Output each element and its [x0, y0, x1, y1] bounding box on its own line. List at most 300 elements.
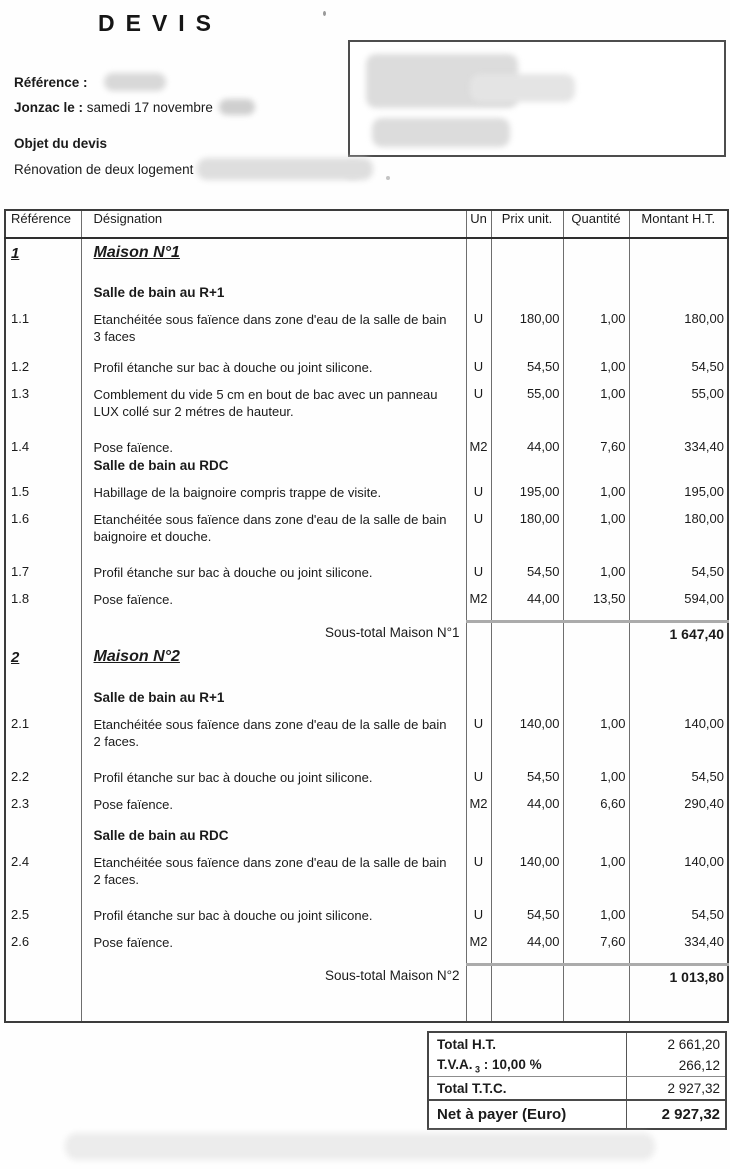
- cell-un: U: [466, 563, 491, 581]
- spacer-row: [5, 750, 728, 768]
- cell-un: U: [466, 853, 491, 888]
- cell-prix: 195,00: [491, 483, 563, 501]
- cell-ref: 1.1: [11, 311, 30, 326]
- cell-ref: [5, 675, 81, 688]
- cell-des: [81, 750, 466, 768]
- totals-row: [429, 1077, 725, 1101]
- cell-prix: [491, 301, 563, 310]
- totals-value: 2 927,32: [626, 1101, 725, 1128]
- spacer-row: [5, 345, 728, 358]
- cell-ref: [5, 688, 81, 706]
- cell-mnt: [629, 270, 728, 283]
- cell-des: [81, 608, 466, 621]
- cell-qte: 1,00: [563, 715, 629, 750]
- cell-des: Profil étanche sur bac à douche ou joint silicone.: [81, 906, 466, 924]
- cell-ref: [5, 301, 81, 310]
- cell-ref: [5, 545, 81, 563]
- cell-ref: [5, 474, 81, 483]
- table-row-1.8: [5, 590, 728, 608]
- cell-des: Pose faïence.: [81, 590, 466, 608]
- subject-label-line: [14, 136, 107, 151]
- subject-label: Objet du devis: [14, 136, 108, 151]
- table-row-2.1: [5, 715, 728, 750]
- cell-un: [466, 924, 491, 933]
- spacer-row: [5, 581, 728, 590]
- cell-qte: [563, 951, 629, 964]
- cell-prix: [491, 786, 563, 795]
- spacer-row: [5, 675, 728, 688]
- cell-prix: [491, 345, 563, 358]
- cell-un: U: [466, 906, 491, 924]
- cell-des: [81, 844, 466, 853]
- table-row-subtotal: [5, 621, 728, 643]
- cell-mnt: 54,50: [629, 563, 728, 581]
- cell-qte: [563, 675, 629, 688]
- cell-mnt: [629, 501, 728, 510]
- cell-mnt: [629, 376, 728, 385]
- spacer-row: [5, 706, 728, 715]
- cell-qte: 1,00: [563, 563, 629, 581]
- cell-mnt: [629, 675, 728, 688]
- totals-row: [429, 1101, 725, 1128]
- cell-des: Profil étanche sur bac à douche ou joint silicone.: [81, 768, 466, 786]
- cell-un: [466, 283, 491, 301]
- subject-value: Rénovation de deux logement: [14, 162, 194, 177]
- table-row-heading: [5, 688, 728, 706]
- table-row-1.5: [5, 483, 728, 501]
- col-header-designation: Désignation: [81, 210, 466, 238]
- cell-ref: [5, 420, 81, 438]
- cell-qte: 6,60: [563, 795, 629, 813]
- cell-mnt: [629, 345, 728, 358]
- cell-mnt: [629, 951, 728, 964]
- cell-qte: [563, 456, 629, 474]
- cell-prix: 180,00: [491, 510, 563, 545]
- totals-row: [429, 1033, 725, 1055]
- cell-qte: 13,50: [563, 590, 629, 608]
- cell-mnt: [629, 238, 728, 270]
- cell-ref: 2: [11, 649, 20, 666]
- cell-un: [466, 345, 491, 358]
- cell-des: Pose faïence.: [81, 795, 466, 813]
- cell-ref: [5, 986, 81, 1022]
- table-row-2.6: [5, 933, 728, 951]
- redacted-recipient-address: [470, 74, 575, 102]
- cell-mnt: [629, 750, 728, 768]
- redacted-year: [219, 99, 255, 115]
- cell-un: [466, 844, 491, 853]
- cell-des: [81, 924, 466, 933]
- cell-prix: 140,00: [491, 715, 563, 750]
- cell-ref: [5, 786, 81, 795]
- cell-ref: [5, 456, 81, 474]
- cell-ref: [5, 813, 81, 826]
- cell-qte: [563, 238, 629, 270]
- cell-prix: 54,50: [491, 768, 563, 786]
- cell-prix: [491, 608, 563, 621]
- cell-qte: [563, 545, 629, 563]
- cell-un: [466, 545, 491, 563]
- spacer-row: [5, 545, 728, 563]
- cell-prix: [491, 813, 563, 826]
- spacer-row: [5, 986, 728, 1022]
- cell-mnt: 195,00: [629, 483, 728, 501]
- cell-des: [81, 951, 466, 964]
- cell-mnt: 290,40: [629, 795, 728, 813]
- spacer-row: [5, 888, 728, 906]
- cell-un: U: [466, 483, 491, 501]
- table-row-2.4: [5, 853, 728, 888]
- cell-qte: [563, 964, 629, 986]
- cell-des: [81, 813, 466, 826]
- cell-ref: 2.3: [11, 796, 30, 811]
- cell-ref: 2.1: [11, 716, 30, 731]
- cell-des: Maison N°1: [81, 238, 466, 270]
- spacer-row: [5, 844, 728, 853]
- reference-line: [14, 73, 166, 91]
- cell-mnt: [629, 474, 728, 483]
- cell-qte: [563, 844, 629, 853]
- cell-ref: 1.6: [11, 511, 30, 526]
- cell-qte: 7,60: [563, 438, 629, 456]
- cell-qte: [563, 345, 629, 358]
- col-header-amount: Montant H.T.: [629, 210, 728, 238]
- cell-ref: [5, 621, 81, 643]
- subject-value-line: [14, 158, 373, 180]
- cell-mnt: [629, 581, 728, 590]
- col-header-unit-price: Prix unit.: [491, 210, 563, 238]
- totals-box: [427, 1031, 727, 1130]
- cell-mnt: [629, 545, 728, 563]
- cell-qte: [563, 283, 629, 301]
- cell-un: [466, 621, 491, 643]
- cell-des: [81, 420, 466, 438]
- cell-des: [81, 301, 466, 310]
- cell-un: [466, 643, 491, 675]
- cell-ref: [5, 345, 81, 358]
- table-row-1.4: [5, 438, 728, 456]
- cell-mnt: [629, 456, 728, 474]
- cell-un: [466, 270, 491, 283]
- redacted-recipient-city: [372, 118, 510, 147]
- cell-un: M2: [466, 933, 491, 951]
- cell-prix: [491, 706, 563, 715]
- table-row-1.1: [5, 310, 728, 345]
- cell-ref: [5, 581, 81, 590]
- cell-mnt: [629, 608, 728, 621]
- table-row-2: [5, 643, 728, 675]
- cell-un: [466, 581, 491, 590]
- cell-prix: [491, 456, 563, 474]
- cell-un: M2: [466, 590, 491, 608]
- cell-qte: [563, 420, 629, 438]
- cell-ref: [5, 951, 81, 964]
- cell-ref: 1.8: [11, 591, 30, 606]
- cell-un: [466, 964, 491, 986]
- cell-prix: 54,50: [491, 906, 563, 924]
- cell-prix: [491, 501, 563, 510]
- cell-des: Pose faïence.: [81, 438, 466, 456]
- cell-qte: 1,00: [563, 385, 629, 420]
- cell-ref: 2.5: [11, 907, 30, 922]
- cell-mnt: [629, 283, 728, 301]
- cell-des: [81, 786, 466, 795]
- totals-label-text: Total T.T.C.: [437, 1080, 507, 1096]
- cell-qte: 1,00: [563, 853, 629, 888]
- cell-mnt: [629, 643, 728, 675]
- cell-mnt: 1 647,40: [629, 621, 728, 643]
- cell-qte: [563, 270, 629, 283]
- table-row-heading: [5, 283, 728, 301]
- cell-qte: [563, 608, 629, 621]
- totals-label: [429, 1057, 626, 1075]
- cell-ref: 1: [11, 245, 20, 262]
- cell-qte: 7,60: [563, 933, 629, 951]
- totals-value: 266,12: [626, 1055, 725, 1076]
- tva-index-subscript: 3: [472, 1064, 481, 1075]
- table-row-2.2: [5, 768, 728, 786]
- cell-qte: [563, 706, 629, 715]
- cell-qte: [563, 750, 629, 768]
- cell-mnt: 54,50: [629, 768, 728, 786]
- cell-ref: [5, 283, 81, 301]
- table-row-1.2: [5, 358, 728, 376]
- cell-un: [466, 750, 491, 768]
- cell-mnt: 55,00: [629, 385, 728, 420]
- cell-ref: 1.4: [11, 439, 30, 454]
- items-table-header: [5, 210, 728, 238]
- cell-des: Etanchéitée sous faïence dans zone d'eau de la salle de bain 2 faces.: [81, 715, 466, 750]
- cell-ref: [5, 501, 81, 510]
- cell-un: [466, 376, 491, 385]
- cell-mnt: [629, 301, 728, 310]
- cell-un: [466, 608, 491, 621]
- cell-des: Etanchéitée sous faïence dans zone d'eau de la salle de bain 3 faces: [81, 310, 466, 345]
- cell-prix: [491, 986, 563, 1022]
- cell-des: Etanchéitée sous faïence dans zone d'eau de la salle de bain 2 faces.: [81, 853, 466, 888]
- cell-un: [466, 786, 491, 795]
- spacer-row: [5, 270, 728, 283]
- cell-un: [466, 456, 491, 474]
- cell-prix: [491, 621, 563, 643]
- cell-qte: [563, 501, 629, 510]
- cell-un: U: [466, 768, 491, 786]
- cell-mnt: [629, 844, 728, 853]
- recipient-address-box: [348, 40, 726, 157]
- cell-prix: 180,00: [491, 310, 563, 345]
- cell-mnt: [629, 888, 728, 906]
- cell-ref: 1.3: [11, 386, 30, 401]
- cell-des: [81, 376, 466, 385]
- cell-prix: 44,00: [491, 795, 563, 813]
- cell-prix: [491, 474, 563, 483]
- cell-prix: 44,00: [491, 933, 563, 951]
- cell-ref: 1.7: [11, 564, 30, 579]
- cell-prix: 44,00: [491, 438, 563, 456]
- cell-qte: [563, 621, 629, 643]
- cell-mnt: [629, 420, 728, 438]
- cell-des: Comblement du vide 5 cm en bout de bac avec un panneau LUX collé sur 2 métres de hauteur.: [81, 385, 466, 420]
- cell-mnt: [629, 688, 728, 706]
- cell-prix: 55,00: [491, 385, 563, 420]
- table-row-2.3: [5, 795, 728, 813]
- totals-value: 2 661,20: [626, 1033, 725, 1055]
- cell-un: U: [466, 715, 491, 750]
- place-date-value: samedi 17 novembre: [86, 100, 213, 115]
- cell-prix: [491, 964, 563, 986]
- cell-des: [81, 345, 466, 358]
- reference-label: Référence :: [14, 75, 88, 90]
- cell-ref: [5, 270, 81, 283]
- cell-prix: [491, 643, 563, 675]
- place-date-label: Jonzac le :: [14, 100, 84, 115]
- table-row-1.7: [5, 563, 728, 581]
- cell-un: [466, 688, 491, 706]
- cell-des: [81, 888, 466, 906]
- page-title: DEVIS: [98, 10, 223, 36]
- cell-qte: [563, 826, 629, 844]
- cell-des: Sous-total Maison N°1: [81, 621, 466, 643]
- totals-label: [429, 1037, 626, 1052]
- cell-mnt: [629, 786, 728, 795]
- spacer-row: [5, 501, 728, 510]
- cell-qte: [563, 581, 629, 590]
- table-row-heading: [5, 826, 728, 844]
- cell-prix: 140,00: [491, 853, 563, 888]
- cell-qte: 1,00: [563, 483, 629, 501]
- cell-ref: [5, 924, 81, 933]
- cell-ref: [5, 844, 81, 853]
- cell-des: Salle de bain au R+1: [81, 283, 466, 301]
- cell-des: [81, 501, 466, 510]
- cell-qte: [563, 924, 629, 933]
- cell-mnt: 54,50: [629, 358, 728, 376]
- cell-qte: [563, 301, 629, 310]
- table-row-heading: [5, 456, 728, 474]
- cell-ref: 1.5: [11, 484, 30, 499]
- totals-label: [429, 1081, 626, 1096]
- cell-mnt: 594,00: [629, 590, 728, 608]
- cell-un: [466, 474, 491, 483]
- cell-prix: [491, 420, 563, 438]
- cell-prix: [491, 750, 563, 768]
- cell-qte: [563, 688, 629, 706]
- cell-ref: [5, 376, 81, 385]
- cell-prix: [491, 270, 563, 283]
- cell-des: Pose faïence.: [81, 933, 466, 951]
- cell-un: [466, 888, 491, 906]
- cell-un: [466, 986, 491, 1022]
- cell-des: Etanchéitée sous faïence dans zone d'eau de la salle de bain baignoire et douche.: [81, 510, 466, 545]
- totals-row: [429, 1055, 725, 1077]
- header-row: [5, 210, 728, 238]
- spacer-row: [5, 786, 728, 795]
- col-header-unit: Un: [466, 210, 491, 238]
- cell-un: U: [466, 310, 491, 345]
- cell-qte: [563, 888, 629, 906]
- cell-prix: [491, 844, 563, 853]
- cell-des: [81, 706, 466, 715]
- cell-un: [466, 826, 491, 844]
- totals-label-text: T.V.A.: [437, 1056, 473, 1072]
- cell-des: Profil étanche sur bac à douche ou joint silicone.: [81, 358, 466, 376]
- totals-label-text: Net à payer (Euro): [437, 1106, 567, 1123]
- table-row-1.6: [5, 510, 728, 545]
- cell-ref: 2.2: [11, 769, 30, 784]
- redacted-subject-detail: [197, 158, 373, 180]
- cell-un: U: [466, 358, 491, 376]
- cell-mnt: [629, 924, 728, 933]
- cell-mnt: 1 013,80: [629, 964, 728, 986]
- cell-des: Salle de bain au RDC: [81, 826, 466, 844]
- cell-mnt: 180,00: [629, 310, 728, 345]
- spacer-row: [5, 924, 728, 933]
- cell-un: [466, 951, 491, 964]
- cell-un: [466, 706, 491, 715]
- spacer-row: [5, 376, 728, 385]
- cell-prix: [491, 688, 563, 706]
- cell-ref: [5, 706, 81, 715]
- cell-des: Sous-total Maison N°2: [81, 964, 466, 986]
- cell-un: [466, 675, 491, 688]
- cell-mnt: [629, 986, 728, 1022]
- cell-des: Salle de bain au RDC: [81, 456, 466, 474]
- cell-ref: [5, 750, 81, 768]
- cell-qte: 1,00: [563, 768, 629, 786]
- totals-value: 2 927,32: [626, 1077, 725, 1099]
- col-header-quantity: Quantité: [563, 210, 629, 238]
- cell-des: [81, 675, 466, 688]
- cell-prix: [491, 376, 563, 385]
- cell-des: Habillage de la baignoire compris trappe de visite.: [81, 483, 466, 501]
- cell-un: [466, 501, 491, 510]
- cell-prix: [491, 581, 563, 590]
- cell-qte: [563, 786, 629, 795]
- tva-rate-text: : 10,00 %: [480, 1056, 542, 1072]
- cell-des: [81, 581, 466, 590]
- cell-des: [81, 474, 466, 483]
- cell-un: M2: [466, 438, 491, 456]
- cell-des: [81, 270, 466, 283]
- cell-ref: [5, 826, 81, 844]
- cell-prix: [491, 826, 563, 844]
- cell-un: M2: [466, 795, 491, 813]
- cell-des: Profil étanche sur bac à douche ou joint silicone.: [81, 563, 466, 581]
- cell-ref: [5, 608, 81, 621]
- cell-un: U: [466, 510, 491, 545]
- cell-mnt: 140,00: [629, 853, 728, 888]
- scan-speck: [386, 176, 390, 180]
- items-table: [4, 209, 729, 1023]
- spacer-row: [5, 420, 728, 438]
- place-date-line: [14, 99, 255, 115]
- cell-des: [81, 986, 466, 1022]
- cell-qte: [563, 643, 629, 675]
- cell-un: [466, 238, 491, 270]
- spacer-row: [5, 474, 728, 483]
- cell-qte: [563, 986, 629, 1022]
- cell-prix: [491, 888, 563, 906]
- cell-qte: 1,00: [563, 358, 629, 376]
- cell-qte: 1,00: [563, 906, 629, 924]
- cell-mnt: 180,00: [629, 510, 728, 545]
- col-header-reference: Référence: [5, 210, 81, 238]
- totals-label: [429, 1106, 626, 1123]
- cell-mnt: 334,40: [629, 933, 728, 951]
- spacer-row: [5, 813, 728, 826]
- cell-prix: [491, 675, 563, 688]
- cell-mnt: 334,40: [629, 438, 728, 456]
